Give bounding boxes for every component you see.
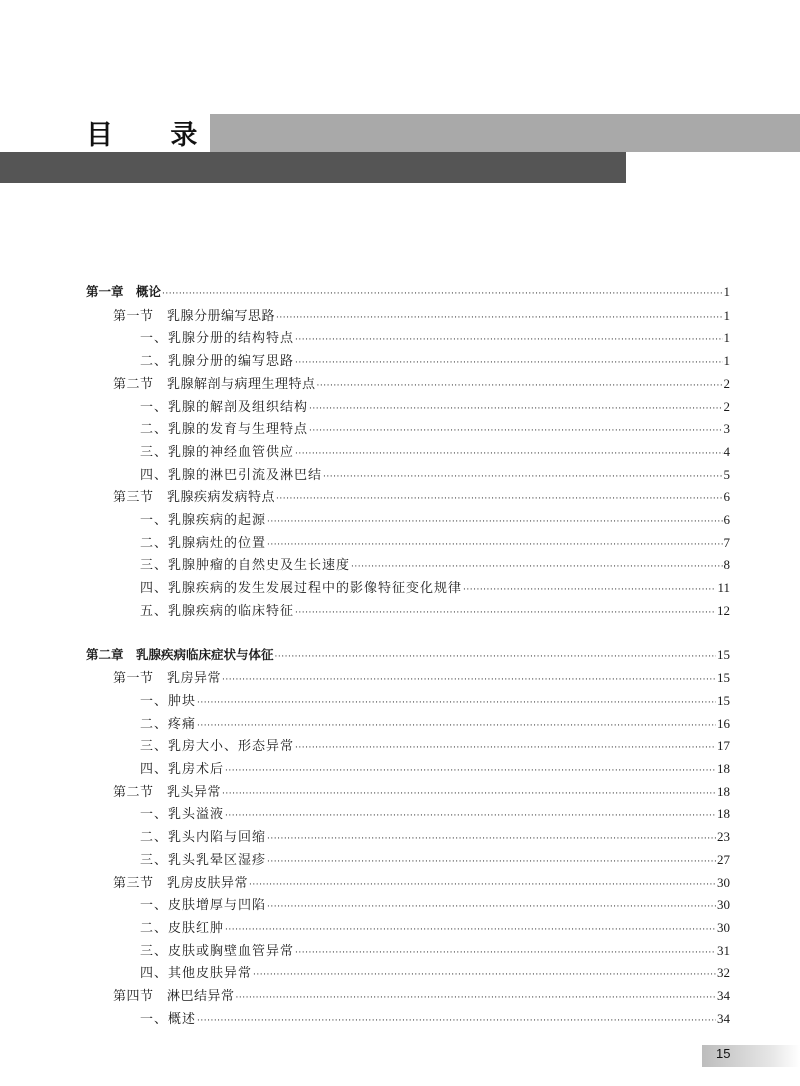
toc-entry-page: 34 [717,988,730,1003]
toc-entry-label: 一、皮肤增厚与凹陷 [140,898,267,914]
toc-item-row[interactable] [140,940,730,962]
toc-item-row[interactable] [140,849,730,871]
toc-entry-page: 32 [717,965,730,981]
toc-entry-page: 7 [723,534,730,550]
toc-entry-label: 一、肿块 [140,693,197,709]
dot-leader [317,381,723,391]
dot-leader [267,857,716,867]
toc-item-row[interactable] [140,803,730,825]
toc-entry-page: 18 [717,806,730,822]
toc-entry-page: 30 [717,919,730,935]
toc-entry-page: 17 [717,738,730,754]
toc-entry-label: 三、乳头乳晕区湿疹 [140,852,267,868]
dot-leader [222,789,716,799]
toc-item-row[interactable] [140,690,730,712]
toc-entry-page: 11 [717,580,730,596]
dot-leader [267,834,716,844]
dot-leader [267,540,722,550]
toc-entry-page: 16 [717,715,730,731]
toc-entry-label: 二、乳腺分册的编写思路 [140,354,295,370]
toc-section-row[interactable] [113,486,730,508]
toc-entry-page: 1 [723,307,730,323]
toc-section-row[interactable] [113,667,730,689]
toc-entry-label: 四、乳腺的淋巴引流及淋巴结 [140,467,323,483]
title-gray-bar [210,114,800,152]
toc-entry-page: 2 [723,375,730,391]
dot-leader [351,562,722,572]
dot-leader [225,766,716,776]
toc-item-row[interactable] [140,917,730,939]
dot-leader [275,652,716,662]
toc-entry-label: 第一节 乳腺分册编写思路 [113,308,276,324]
toc-entry-label: 三、皮肤或胸壁血管异常 [140,943,295,959]
toc-entry-page: 18 [717,761,730,776]
toc-entry-label: 二、乳腺病灶的位置 [140,535,267,551]
toc-entry-page: 30 [717,874,730,890]
toc-item-row[interactable] [140,735,730,757]
dot-leader [276,494,722,504]
toc-entry-page: 12 [717,602,730,618]
dot-leader [222,675,716,685]
dot-leader [249,880,716,890]
toc-entry-label: 第二节 乳腺解剖与病理生理特点 [113,376,316,392]
toc-entry-label: 二、皮肤红肿 [140,920,225,936]
dot-leader [295,608,716,618]
toc-entry-label: 第一节 乳房异常 [113,671,222,687]
toc-section-row[interactable] [113,872,730,894]
toc-chapter-row[interactable] [86,645,730,667]
toc-entry-label: 一、概述 [140,1011,197,1027]
toc-item-row[interactable] [140,826,730,848]
dot-leader [309,426,722,436]
toc-entry-page: 2 [723,398,730,414]
dot-leader [309,404,722,414]
toc-entry-label: 一、乳腺分册的结构特点 [140,331,295,347]
toc-item-row[interactable] [140,350,730,372]
toc-section-row[interactable] [113,781,730,803]
dot-leader [295,358,722,368]
toc-entry-label: 二、疼痛 [140,716,197,732]
toc-entry-page: 6 [723,489,730,505]
toc-entry-page: 1 [723,284,730,299]
toc-entry-label: 三、乳腺肿瘤的自然史及生长速度 [140,558,351,574]
dot-leader [323,472,722,482]
toc-item-row[interactable] [140,962,730,984]
toc-item-row[interactable] [140,894,730,916]
toc-section-row[interactable] [113,373,730,395]
toc-entry-label: 一、乳腺疾病的起源 [140,513,267,528]
toc-entry-label: 五、乳腺疾病的临床特征 [140,603,295,619]
dot-leader [197,698,716,708]
dot-leader [295,743,716,753]
toc-item-row[interactable] [140,418,730,440]
toc-chapter-row[interactable] [86,282,730,304]
toc-item-row[interactable] [140,554,730,576]
toc-entry-label: 第二节 乳头异常 [113,784,222,800]
dot-leader [236,993,716,1003]
toc-entry-page: 27 [717,851,730,867]
toc-entry-label: 一、乳腺的解剖及组织结构 [140,399,309,415]
toc-entry-label: 第四节 淋巴结异常 [113,989,235,1004]
toc-section-row[interactable] [113,305,730,327]
toc-entry-label: 二、乳头内陷与回缩 [140,830,267,846]
toc-entry-page: 34 [717,1010,730,1026]
dot-leader [197,1016,716,1026]
dot-leader [276,313,722,323]
toc-entry-page: 1 [723,353,730,369]
dot-leader [197,721,716,731]
dot-leader [295,335,722,345]
dot-leader [225,925,716,935]
dot-leader [267,517,722,527]
toc-entry-page: 15 [717,670,730,686]
toc-entry-page: 1 [723,330,730,346]
toc-item-row[interactable] [140,532,730,554]
page-number: 15 [716,1046,731,1061]
dot-leader [267,902,716,912]
toc-section-row[interactable] [113,985,730,1007]
toc-entry-page: 4 [723,443,730,459]
toc-item-row[interactable] [140,577,730,599]
title-dark-bar [0,152,626,183]
dot-leader [253,970,716,980]
toc-item-row[interactable] [140,327,730,349]
toc-item-row[interactable] [140,464,730,486]
dot-leader [295,948,716,958]
toc-entry-label: 四、乳房术后 [140,762,225,777]
toc-entry-page: 15 [717,646,730,662]
toc-entry-label: 第三节 乳房皮肤异常 [113,875,249,891]
toc-entry-label: 四、乳腺疾病的发生发展过程中的影像特征变化规律 [140,581,463,597]
toc-item-row[interactable] [140,441,730,463]
toc-entry-label: 四、其他皮肤异常 [140,966,253,982]
toc-entry-page: 5 [723,466,730,482]
dot-leader [162,289,722,299]
toc-item-row[interactable] [140,509,730,531]
toc-entry-page: 8 [723,557,730,573]
toc-entry-page: 23 [717,829,730,845]
toc-item-row[interactable] [140,600,730,622]
toc-entry-page: 18 [717,783,730,799]
page-title: 目 录 [86,120,222,151]
toc-entry-page: 3 [723,421,730,437]
toc-item-row[interactable] [140,1008,730,1030]
dot-leader [225,811,716,821]
toc-entry-label: 一、乳头溢液 [140,807,225,823]
toc-entry-page: 30 [717,897,730,913]
toc-entry-page: 15 [717,692,730,708]
toc-entry-label: 三、乳房大小、形态异常 [140,739,295,755]
toc-entry-page: 31 [717,942,730,958]
toc-item-row[interactable] [140,396,730,418]
toc-item-row[interactable] [140,713,730,735]
toc-entry-label: 二、乳腺的发育与生理特点 [140,422,309,438]
toc-entry-label: 第一章 概论 [86,284,162,299]
toc-entry-page: 6 [723,512,730,527]
dot-leader [295,449,722,459]
toc-entry-label: 第二章 乳腺疾病临床症状与体征 [86,646,274,662]
dot-leader [463,585,716,595]
toc-entry-label: 三、乳腺的神经血管供应 [140,444,295,460]
toc-entry-label: 第三节 乳腺疾病发病特点 [113,490,276,506]
toc-item-row[interactable] [140,758,730,780]
